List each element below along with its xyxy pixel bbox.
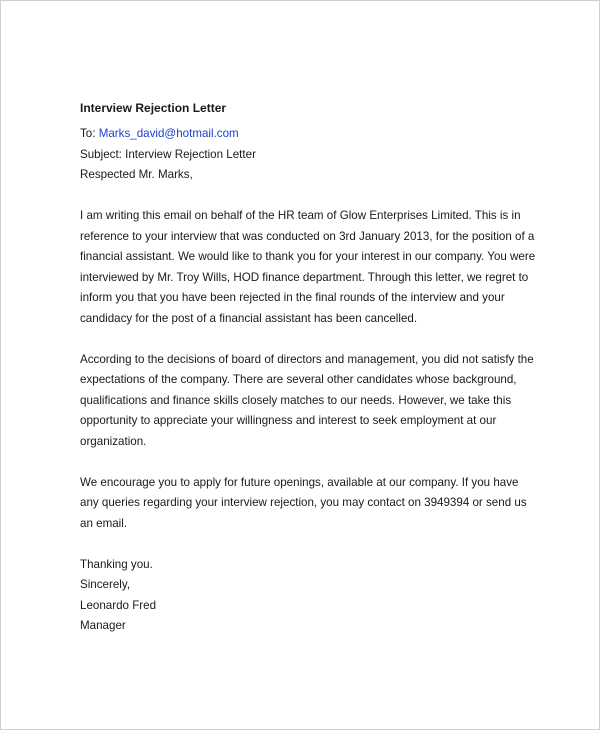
recipient-email-link[interactable]: Marks_david@hotmail.com (98, 127, 239, 140)
paragraph-line: qualifications and finance skills closely matches to our needs. However, we take this (80, 393, 512, 407)
paragraph-line: an email. (80, 516, 128, 530)
paragraph-line: any queries regarding your interview rejection, you may contact on 3949394 or send us (80, 496, 527, 509)
closing-thanks: Thanking you. (80, 557, 153, 571)
paragraph-line: candidacy for the post of a financial assistant has been cancelled. (80, 311, 418, 325)
closing-block (80, 555, 530, 637)
spacer (80, 329, 530, 350)
paragraph-line: expectations of the company. There are several other candidates whose background, (80, 373, 517, 386)
to-label: To: (80, 127, 96, 140)
paragraph-line: inform you that you have been rejected in the final rounds of the interview and your (80, 291, 505, 304)
paragraph-line: We encourage you to apply for future openings, available at our company. If you have (80, 475, 519, 489)
letter-title: Interview Rejection Letter (80, 101, 227, 115)
paragraph-intro (80, 206, 536, 329)
spacer (80, 186, 530, 207)
paragraph-line: reference to your interview that was conducted on 3rd January 2013, for the position of a (80, 229, 535, 243)
paragraph-line: interviewed by Mr. Troy Wills, HOD finance department. Through this letter, we regret to (80, 270, 529, 284)
paragraph-line: I am writing this email on behalf of the HR team of Glow Enterprises Limited. This is in (80, 209, 521, 222)
paragraph-reason (80, 350, 534, 453)
signatory-position: Manager (80, 619, 126, 632)
letter-body (80, 98, 536, 637)
paragraph-line: According to the decisions of board of directors and management, you did not satisfy the (80, 352, 534, 366)
paragraph-line: organization. (80, 434, 147, 448)
signatory-name: Leonardo Fred (80, 598, 157, 612)
salutation: Respected Mr. Marks, (80, 168, 193, 181)
closing-signoff: Sincerely, (80, 578, 131, 591)
recipient-line (80, 124, 530, 145)
spacer (80, 452, 530, 473)
paragraph-line: opportunity to appreciate your willingness and interest to seek employment at our (80, 414, 497, 427)
subject-line: Subject: Interview Rejection Letter (80, 147, 256, 161)
paragraph-encouragement (80, 473, 530, 535)
paragraph-line: financial assistant. We would like to thank you for your interest in our company. You were (80, 250, 536, 263)
spacer (80, 534, 530, 555)
